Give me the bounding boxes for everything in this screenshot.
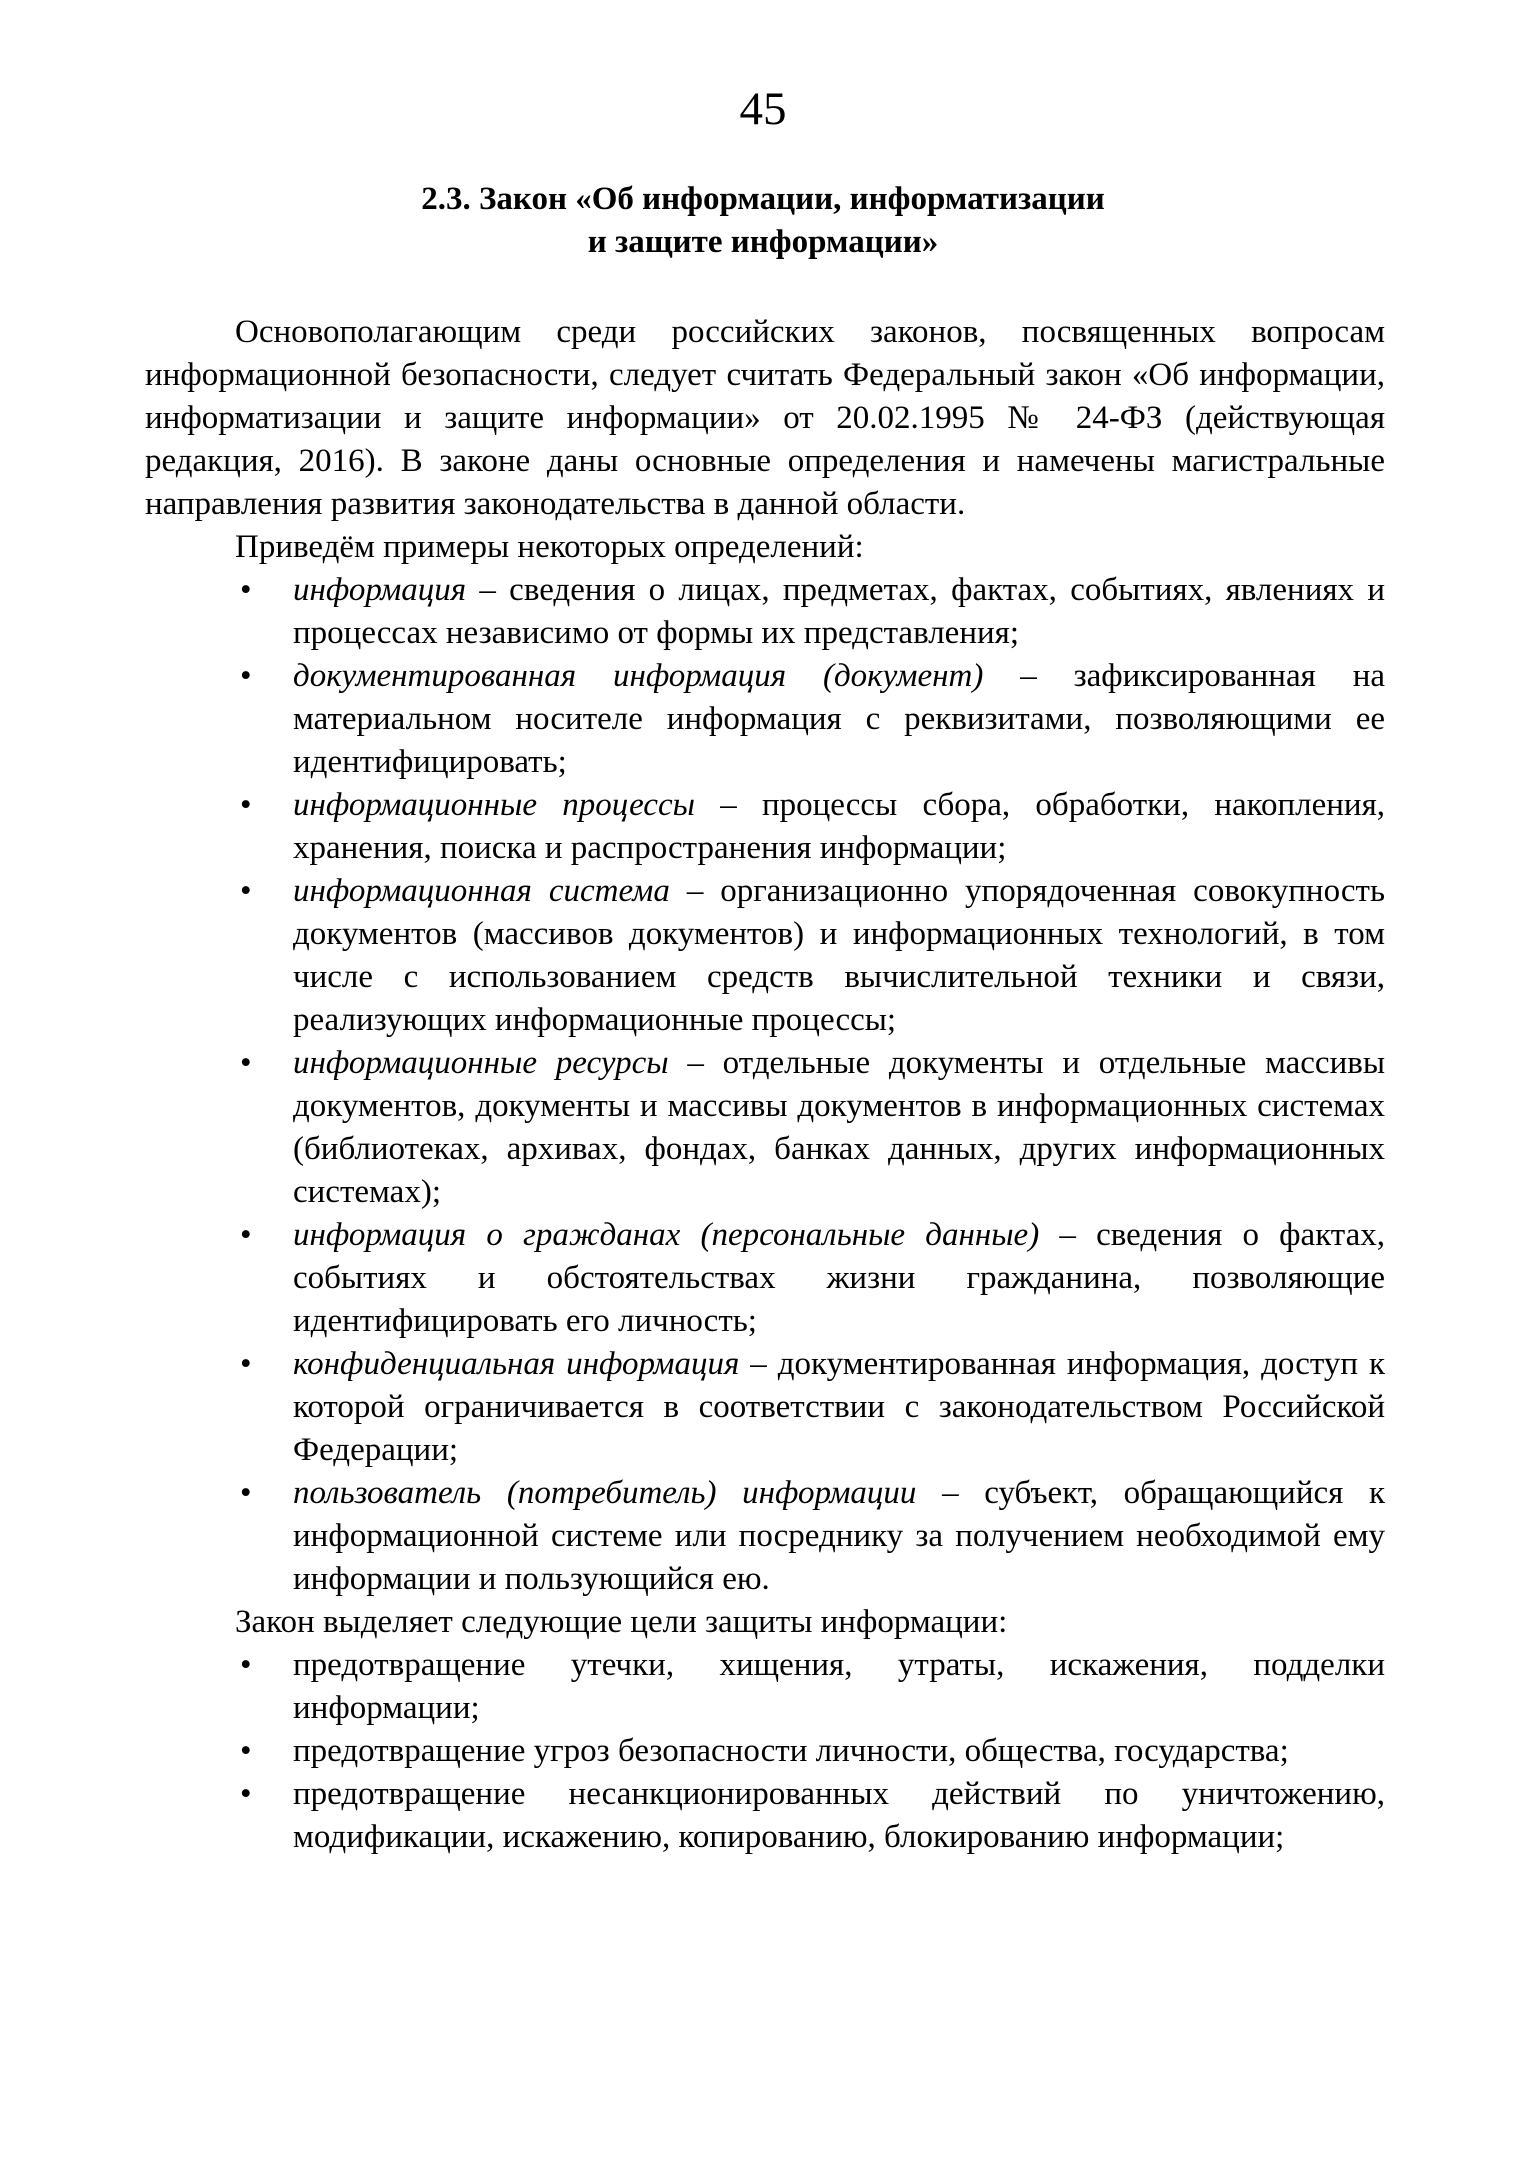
definition-item [293,1472,1385,1601]
page-content [145,311,1385,1859]
definition-text: – документированная информация, доступ к которой ограничивается в соответствии с законодательством Российской Федерации; [293,1346,1386,1468]
goal-text: предотвращение угроз безопасности личности, общества, государства; [293,1733,1289,1769]
definition-item [293,870,1385,1042]
definition-text: – отдельные документы и отдельные массивы документов, документы и массивы документов в информационных системах (библиотеках, архивах, фондах, банках данных, других информационных системах); [293,1045,1385,1210]
definition-text: – сведения о фактах, событиях и обстоятельствах жизни гражданина, позволяющие идентифицировать его личность; [293,1217,1386,1339]
definition-term: информационные ресурсы [293,1045,669,1081]
definition-text: – организационно упорядоченная совокупность документов (массивов документов) и информационных технологий, в том числе с использованием средств вычислительной техники и связи, реализующих информационные процессы; [293,873,1386,1038]
definition-item [293,1343,1385,1472]
section-heading-line-1: 2.3. Закон «Об информации, информатизации [421,181,1105,217]
definition-text: – субъект, обращающийся к информационной системе или посреднику за получением необходимой ему информации и пользующийся ею. [293,1475,1386,1597]
intro-paragraph: Основополагающим среди российских законов, посвященных вопросам информационной безопасности, следует считать Федеральный закон «Об информации, информатизации и защите информации» от 20.02.1995 № 24-ФЗ (действующая редакция, 2016). В законе даны основные определения и намечены магистральные направления развития законодательства в данной области. [145,314,1385,522]
definition-text: – процессы сбора, обработки, накопления, хранения, поиска и распространения информации; [293,787,1386,866]
definition-item [293,1042,1385,1214]
goal-item [293,1644,1385,1730]
section-heading-line-2: и защите информации» [587,224,939,260]
definition-text: – сведения о лицах, предметах, фактах, событиях, явлениях и процессах независимо от формы их представления; [293,572,1385,651]
definition-item [293,784,1385,870]
goals-list [145,1644,1385,1859]
goal-text: предотвращение утечки, хищения, утраты, искажения, подделки информации; [293,1647,1385,1726]
goals-lead-paragraph: Закон выделяет следующие цели защиты информации: [235,1604,1008,1640]
page-number: 45 [739,83,787,135]
definition-term: информационные процессы [293,787,695,823]
definition-text: – зафиксированная на материальном носителе информация с реквизитами, позволяющими ее идентифицировать; [293,658,1386,780]
goal-item [293,1730,1385,1773]
definition-term: документированная информация (документ) [293,658,984,694]
definition-item [293,1214,1385,1343]
definitions-lead-paragraph: Приведём примеры некоторых определений: [235,529,864,565]
definition-item [293,569,1385,655]
goal-item [293,1773,1385,1859]
definitions-list [145,569,1385,1601]
definition-term: информационная система [293,873,670,909]
definition-term: информация о гражданах (персональные данные) [293,1217,1040,1253]
section-heading [0,178,1526,264]
definition-item [293,655,1385,784]
definition-term: информация [293,572,467,608]
definition-term: пользователь (потребитель) информации [293,1475,917,1511]
definition-term: конфиденциальная информация [293,1346,740,1382]
goal-text: предотвращение несанкционированных действий по уничтожению, модификации, искажению, копированию, блокированию информации; [293,1776,1385,1855]
